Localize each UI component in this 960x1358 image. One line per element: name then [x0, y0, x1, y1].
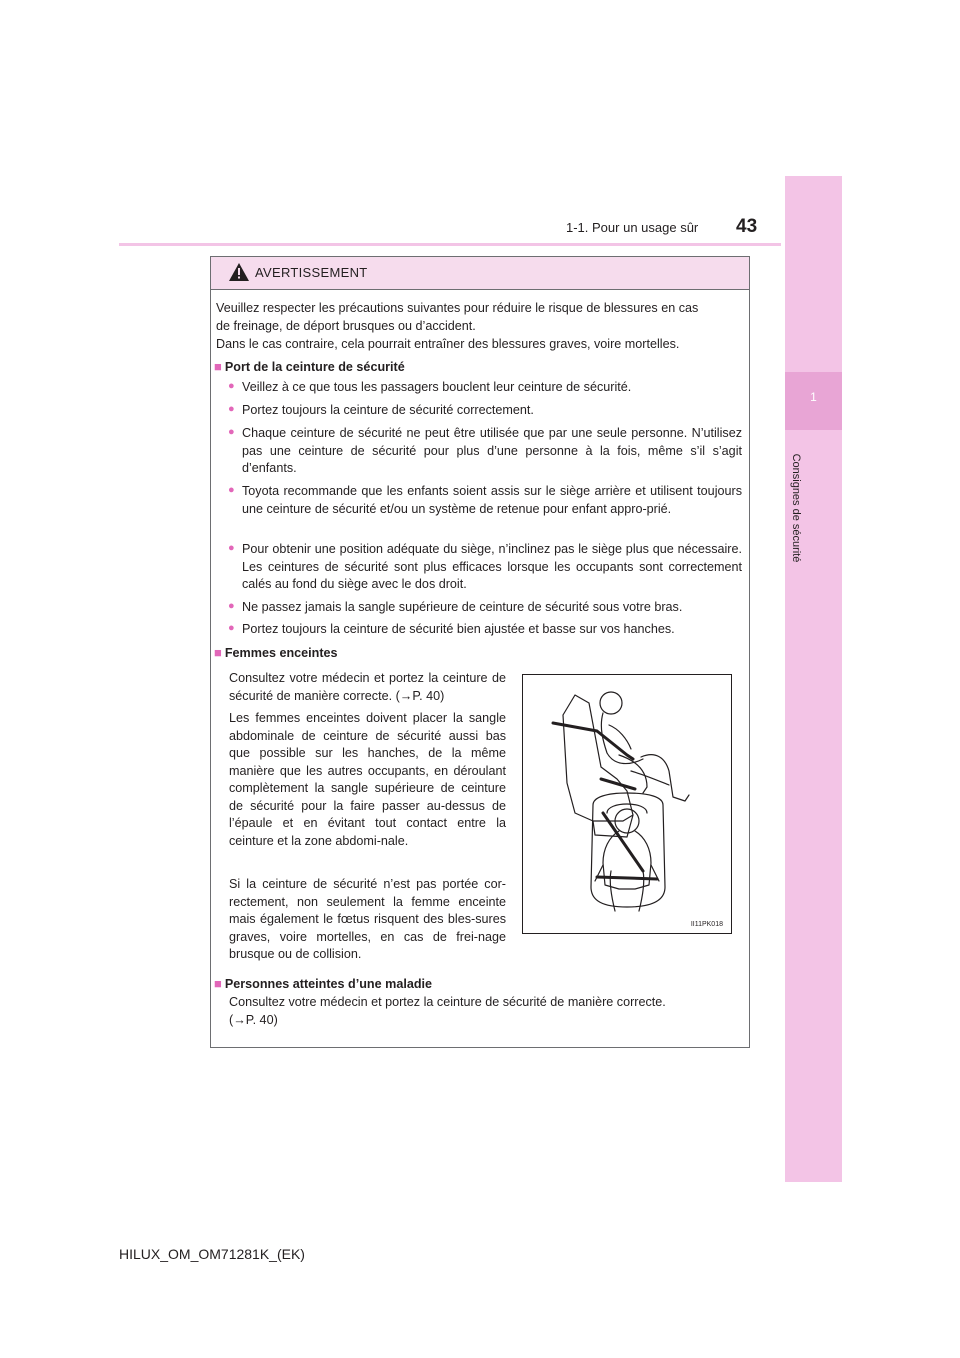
circle-bullet-icon: ● — [228, 380, 235, 392]
warning-title: AVERTISSEMENT — [255, 265, 368, 280]
list-item: Toyota recommande que les enfants soient assis sur le siège arrière et utilisent toujours une ceinture de sécurité et/ou un système de retenue pour enfant appro-prié. — [242, 484, 742, 516]
header-rule — [119, 243, 781, 246]
pregnant-paragraph-3: Si la ceinture de sécurité n’est pas portée cor-rectement, non seulement la femme enceinte mais également le fœtus risquent des bles-sures graves, voire mortelles, en cas de frei-nage brusque ou de collision. — [229, 877, 506, 961]
square-bullet-icon: ■ — [214, 359, 222, 374]
circle-bullet-icon: ● — [228, 426, 235, 438]
pregnant-paragraph-1: Consultez votre médecin et portez la ceinture de sécurité de manière correcte. (→P. 40) — [229, 671, 506, 703]
circle-bullet-icon: ● — [228, 542, 235, 554]
figure-code: II11PK018 — [690, 921, 723, 928]
warning-triangle-icon — [229, 263, 249, 281]
circle-bullet-icon: ● — [228, 484, 235, 496]
seatbelt-illustration-image — [523, 675, 731, 933]
circle-bullet-icon: ● — [228, 403, 235, 415]
warning-intro-line: de freinage, de déport brusques ou d’accident. — [216, 319, 476, 333]
pregnant-seatbelt-illustration — [522, 674, 732, 934]
section-title: 1-1. Pour un usage sûr — [566, 220, 699, 235]
chapter-number: 1 — [810, 390, 817, 404]
illness-line-1: Consultez votre médecin et portez la ceinture de sécurité de manière correcte. — [229, 995, 666, 1009]
warning-intro-line: Dans le cas contraire, cela pourrait entraîner des blessures graves, voire mortelles. — [216, 337, 680, 351]
section-heading-pregnant: ■ Femmes enceintes — [214, 645, 338, 660]
list-item: Chaque ceinture de sécurité ne peut être utilisée que par une seule personne. N’utilisez pas une ceinture de sécurité pour plus d’une personne à la fois, même s’il s’agit d’enfants. — [242, 426, 742, 475]
chapter-side-tab — [785, 176, 842, 1182]
warning-header — [211, 257, 749, 290]
pregnant-paragraph-2: Les femmes enceintes doivent placer la sangle abdominale de ceinture de sécurité aussi bas que possible sur les hanches, de la même manière que les autres occupants, en déroulant complètement la sangle supérieure de ceinture de sécurité pour la faire passer au-dessus de l’épaule et en évitant tout contact entre la ceinture et la zone abdomi-nale. — [229, 711, 506, 848]
list-item: Ne passez jamais la sangle supérieure de ceinture de sécurité sous votre bras. — [242, 600, 683, 614]
page-number: 43 — [736, 216, 758, 237]
square-bullet-icon: ■ — [214, 976, 222, 991]
list-item: Portez toujours la ceinture de sécurité correctement. — [242, 403, 534, 417]
circle-bullet-icon: ● — [228, 622, 235, 634]
illness-line-2: (→P. 40) — [229, 1013, 278, 1027]
chapter-label: Consignes de sécurité — [790, 453, 802, 563]
section-heading-illness: ■ Personnes atteintes d’une maladie — [214, 976, 433, 991]
square-bullet-icon: ■ — [214, 645, 222, 660]
list-item: Veillez à ce que tous les passagers bouclent leur ceinture de sécurité. — [242, 380, 632, 394]
circle-bullet-icon: ● — [228, 600, 235, 612]
list-item: Portez toujours la ceinture de sécurité bien ajustée et basse sur vos hanches. — [242, 622, 675, 636]
document-code: HILUX_OM_OM71281K_(EK) — [119, 1246, 305, 1262]
list-item: Pour obtenir une position adéquate du siège, n’inclinez pas le siège plus que nécessaire. Les ceintures de sécurité sont plus efficaces lorsque les occupants sont correctement calés au fond du siège avec le dos droit. — [242, 542, 742, 591]
warning-intro-line: Veuillez respecter les précautions suivantes pour réduire le risque de blessures en cas — [216, 301, 699, 315]
section-heading-seatbelt: ■ Port de la ceinture de sécurité — [214, 359, 405, 374]
